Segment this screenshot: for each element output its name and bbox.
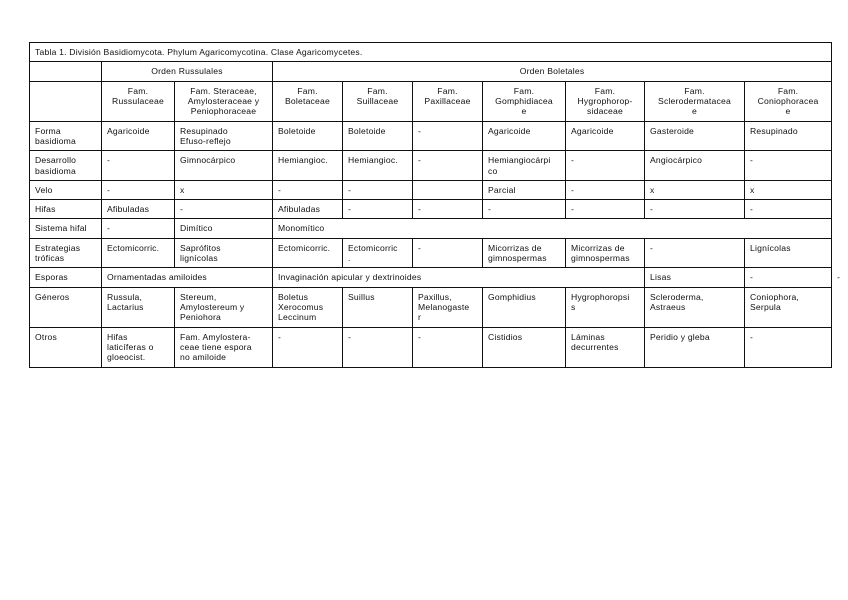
- row-header: Otros: [30, 327, 102, 367]
- table-cell: x: [645, 180, 745, 199]
- family-header-7: Fam. Sclerodermatacea e: [645, 81, 745, 121]
- table-cell: -: [273, 180, 343, 199]
- family-header-2: Fam. Boletaceae: [273, 81, 343, 121]
- table-cell: Stereum, Amylostereum y Peniohora: [175, 287, 273, 327]
- table-cell: -: [566, 200, 645, 219]
- group-boletales: Orden Boletales: [273, 62, 832, 81]
- table-cell: -: [745, 200, 832, 219]
- table-cell: Parcial: [483, 180, 566, 199]
- empty-corner-cell: [30, 62, 102, 81]
- table-cell: [413, 180, 483, 199]
- table-cell: -: [343, 200, 413, 219]
- table-cell: Scleroderma, Astraeus: [645, 287, 745, 327]
- table-cell: Agaricoide: [566, 121, 645, 151]
- table-row: Esporas Ornamentadas amiloides Invaginación apicular y dextrinoides Lisas - -: [30, 268, 832, 287]
- table-cell: Láminas decurrentes: [566, 327, 645, 367]
- family-header-6: Fam. Hygrophorop- sidaceae: [566, 81, 645, 121]
- table-cell: Agaricoide: [102, 121, 175, 151]
- family-header-5: Fam. Gomphidiacea e: [483, 81, 566, 121]
- table-cell: Afibuladas: [273, 200, 343, 219]
- table-cell: -: [102, 151, 175, 181]
- table-cell: -: [645, 238, 745, 268]
- table-cell: -: [413, 327, 483, 367]
- table-cell: Cistidios: [483, 327, 566, 367]
- table-cell: Resupinado: [745, 121, 832, 151]
- table-cell: -: [566, 151, 645, 181]
- table-cell: Hemiangioc.: [343, 151, 413, 181]
- empty-corner-cell: [30, 81, 102, 121]
- table-cell: x: [175, 180, 273, 199]
- table-cell: Gasteroide: [645, 121, 745, 151]
- table-caption: Tabla 1. División Basidiomycota. Phylum Agaricomycotina. Clase Agaricomycetes.: [30, 43, 832, 62]
- table-cell: x: [745, 180, 832, 199]
- table-cell: -: [102, 180, 175, 199]
- table-cell: -: [745, 268, 832, 287]
- row-header: Desarrollo basidioma: [30, 151, 102, 181]
- table-cell: Ectomicorric.: [273, 238, 343, 268]
- row-header: Forma basidioma: [30, 121, 102, 151]
- table-cell: -: [566, 180, 645, 199]
- table-cell: -: [343, 327, 413, 367]
- data-table: [29, 42, 841, 368]
- row-header: Hifas: [30, 200, 102, 219]
- table-cell: Afibuladas: [102, 200, 175, 219]
- table-cell: Boletus Xerocomus Leccinum: [273, 287, 343, 327]
- table-cell: -: [413, 200, 483, 219]
- table-cell: Lignícolas: [745, 238, 832, 268]
- group-header-row: [30, 62, 832, 81]
- table-cell: Micorrizas de gimnospermas: [483, 238, 566, 268]
- table-cell: -: [745, 327, 832, 367]
- row-header: Sistema hifal: [30, 219, 102, 238]
- table-cell: Ectomicorric.: [102, 238, 175, 268]
- table-cell: -: [273, 327, 343, 367]
- table-row: [30, 180, 832, 199]
- table-cell: Resupinado Efuso-reflejo: [175, 121, 273, 151]
- table-cell: Hygrophoropsi s: [566, 287, 645, 327]
- table-cell: Boletoide: [273, 121, 343, 151]
- table-cell: Fam. Amylostera- ceae tiene espora no amiloide: [175, 327, 273, 367]
- table-cell: -: [745, 151, 832, 181]
- family-header-8: Fam. Coniophoracea e: [745, 81, 832, 121]
- table-cell: Peridio y gleba: [645, 327, 745, 367]
- family-header-4: Fam. Paxillaceae: [413, 81, 483, 121]
- table-cell: Hemiangiocárpi co: [483, 151, 566, 181]
- table-cell: Ornamentadas amiloides: [102, 268, 273, 287]
- table-cell: -: [645, 200, 745, 219]
- table-cell: Gomphidius: [483, 287, 566, 327]
- table-cell: Gimnocárpico: [175, 151, 273, 181]
- table-cell: Coniophora, Serpula: [745, 287, 832, 327]
- table-cell: -: [413, 238, 483, 268]
- row-header: Esporas: [30, 268, 102, 287]
- family-header-1: Fam. Steraceae, Amylosteraceae y Peniophoraceae: [175, 81, 273, 121]
- table-cell: Micorrizas de gimnospermas: [566, 238, 645, 268]
- table-cell: Saprófitos lignícolas: [175, 238, 273, 268]
- row-header: Estrategias tróficas: [30, 238, 102, 268]
- table-row: [30, 219, 832, 238]
- table-cell: Ectomicorric .: [343, 238, 413, 268]
- table-cell: Monomítico: [273, 219, 832, 238]
- table-cell: Boletoide: [343, 121, 413, 151]
- table-cell: Dimítico: [175, 219, 273, 238]
- table-cell: Agaricoide: [483, 121, 566, 151]
- table-cell: Lisas: [645, 268, 745, 287]
- family-header-0: Fam. Russulaceae: [102, 81, 175, 121]
- family-header-row: [30, 81, 832, 121]
- table-cell: -: [175, 200, 273, 219]
- table-cell: -: [102, 219, 175, 238]
- table-cell: Paxillus, Melanogaste r: [413, 287, 483, 327]
- table-cell: -: [483, 200, 566, 219]
- table-row: [30, 287, 832, 327]
- table-cell: -: [413, 121, 483, 151]
- table-row: [30, 200, 832, 219]
- table-row: [30, 238, 832, 268]
- table-cell: Hifas laticíferas o gloeocist.: [102, 327, 175, 367]
- table-row: [30, 121, 832, 151]
- table-row: [30, 151, 832, 181]
- table-row: [30, 327, 832, 367]
- family-header-3: Fam. Suillaceae: [343, 81, 413, 121]
- table-cell: Invaginación apicular y dextrinoides: [273, 268, 645, 287]
- table-cell: Russula, Lactarius: [102, 287, 175, 327]
- caption-row: [30, 43, 832, 62]
- table-cell: -: [343, 180, 413, 199]
- row-header: Géneros: [30, 287, 102, 327]
- table-cell: Suillus: [343, 287, 413, 327]
- row-header: Velo: [30, 180, 102, 199]
- table-cell: -: [413, 151, 483, 181]
- group-russulales: Orden Russulales: [102, 62, 273, 81]
- table-cell: Hemiangioc.: [273, 151, 343, 181]
- table-cell: Angiocárpico: [645, 151, 745, 181]
